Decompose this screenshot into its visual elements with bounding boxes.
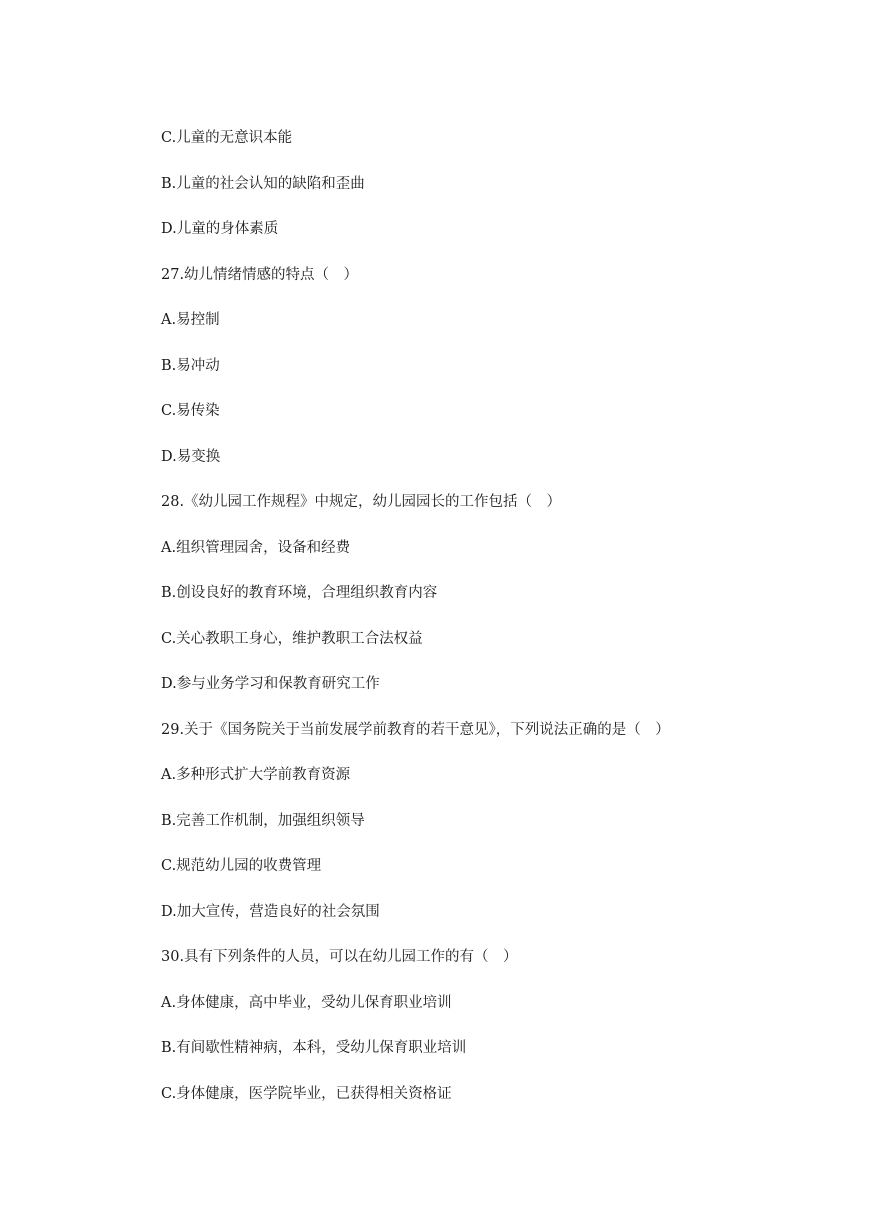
option-26d: D.儿童的身体素质 — [161, 221, 279, 237]
option-28b: B.创设良好的教育环境，合理组织教育内容 — [161, 585, 438, 601]
question-28: 28.《幼儿园工作规程》中规定，幼儿园园长的工作包括（ ） — [161, 494, 562, 510]
option-26b: B.儿童的社会认知的缺陷和歪曲 — [161, 176, 365, 192]
option-27c: C.易传染 — [161, 403, 220, 419]
question-27: 27.幼儿情绪情感的特点（ ） — [161, 267, 359, 283]
option-27d: D.易变换 — [161, 449, 221, 465]
option-29c: C.规范幼儿园的收费管理 — [161, 858, 322, 874]
question-29: 29.关于《国务院关于当前发展学前教育的若干意见》，下列说法正确的是（ ） — [161, 722, 670, 738]
option-30c: C.身体健康，医学院毕业，已获得相关资格证 — [161, 1086, 452, 1102]
option-28a: A.组织管理园舍，设备和经费 — [161, 540, 351, 556]
option-30b: B.有间歇性精神病，本科，受幼儿保育职业培训 — [161, 1040, 467, 1056]
option-27a: A.易控制 — [161, 312, 220, 328]
option-29b: B.完善工作机制，加强组织领导 — [161, 813, 365, 829]
question-30: 30.具有下列条件的人员，可以在幼儿园工作的有（ ） — [161, 949, 518, 965]
option-29d: D.加大宣传，营造良好的社会氛围 — [161, 904, 380, 920]
option-28d: D.参与业务学习和保教育研究工作 — [161, 676, 380, 692]
option-27b: B.易冲动 — [161, 358, 220, 374]
option-30a: A.身体健康，高中毕业，受幼儿保育职业培训 — [161, 995, 452, 1011]
option-29a: A.多种形式扩大学前教育资源 — [161, 767, 351, 783]
option-26c: C.儿童的无意识本能 — [161, 130, 293, 146]
option-28c: C.关心教职工身心，维护教职工合法权益 — [161, 631, 423, 647]
